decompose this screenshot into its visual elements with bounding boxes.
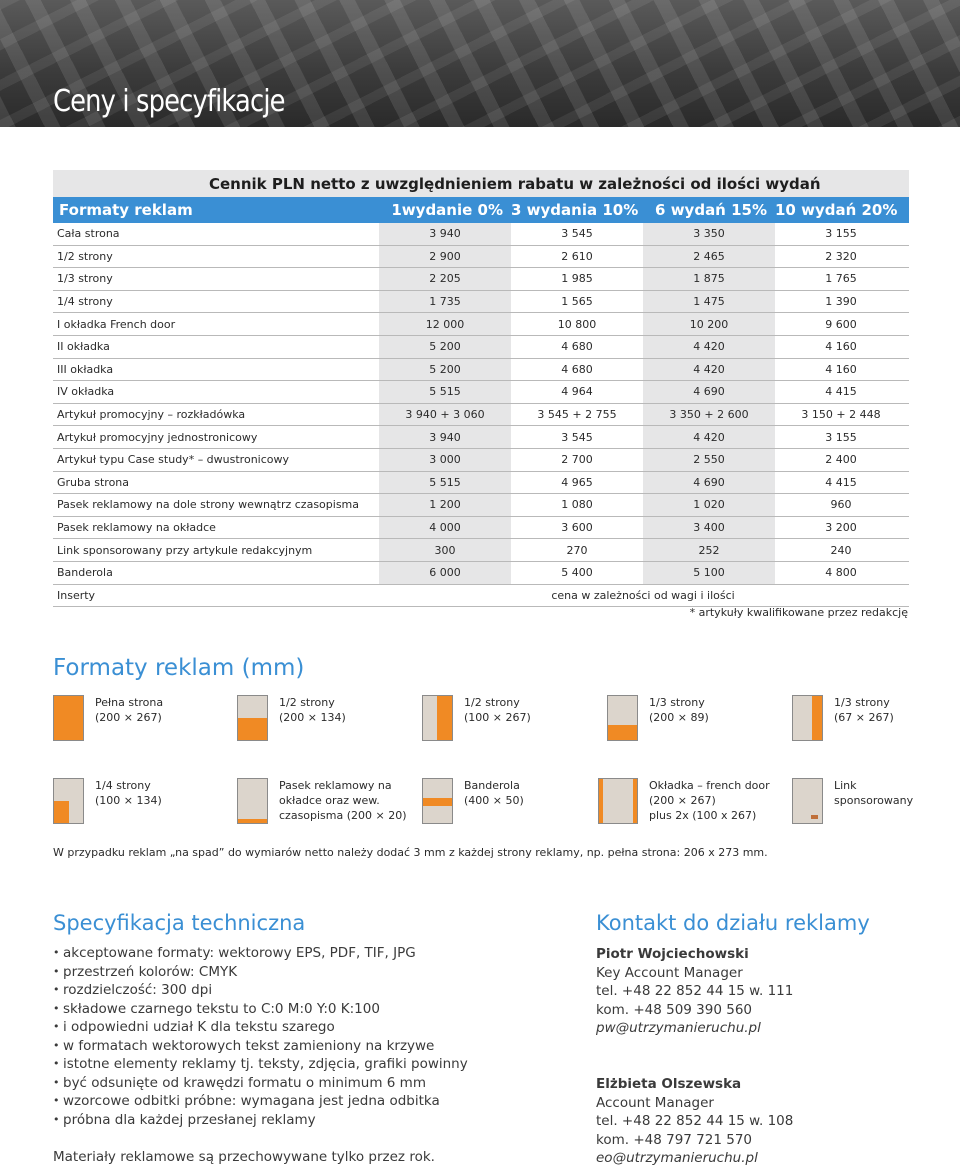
row-label: Cała strona xyxy=(57,227,120,241)
table-header-row xyxy=(53,197,909,223)
price-cell: 10 200 xyxy=(643,313,775,335)
price-cell: 2 700 xyxy=(561,453,593,467)
spec-item: • składowe czarnego tekstu to C:0 M:0 Y:0 K:100 xyxy=(53,1000,468,1019)
price-cell: 2 610 xyxy=(561,249,593,263)
table-row xyxy=(53,268,909,291)
price-cell: 5 100 xyxy=(643,562,775,584)
price-cell: 4 690 xyxy=(643,472,775,494)
price-cell: 4 420 xyxy=(643,336,775,358)
format-link xyxy=(792,778,913,824)
column-header: 3 wydania 10% xyxy=(511,201,639,219)
table-row-inserty xyxy=(53,585,909,608)
strip-icon xyxy=(237,778,268,824)
format-size: (200 × 267) xyxy=(649,794,716,807)
price-cell: 4 965 xyxy=(561,475,593,489)
inserty-value: cena w zależności od wagi i ilości xyxy=(551,588,735,602)
format-strip xyxy=(237,778,407,824)
format-size: (100 × 267) xyxy=(464,711,531,724)
format-size: (100 × 134) xyxy=(95,794,162,807)
formats-title: Formaty reklam (mm) xyxy=(53,655,305,681)
price-cell: 240 xyxy=(830,543,852,557)
bleed-note: W przypadku reklam „na spad” do wymiarów netto należy dodać 3 mm z każdej strony reklamy, np. pełna strona: 206 x 273 mm. xyxy=(53,846,768,859)
contact-name: Piotr Wojciechowski xyxy=(596,946,749,962)
contact-card xyxy=(596,945,793,1038)
table-footnote: * artykuły kwalifikowane przez redakcję xyxy=(689,606,908,619)
price-cell: 1 875 xyxy=(643,268,775,290)
price-cell: 3 545 + 2 755 xyxy=(537,408,617,422)
price-cell: 3 940 xyxy=(379,223,511,245)
price-cell: 3 600 xyxy=(561,521,593,535)
format-label: 1/4 strony xyxy=(95,779,151,792)
row-label: Pasek reklamowy na dole strony wewnątrz czasopisma xyxy=(57,498,360,512)
row-label: I okładka French door xyxy=(57,317,176,331)
format-third-vertical xyxy=(792,695,894,741)
price-cell: 5 400 xyxy=(561,566,593,580)
table-body xyxy=(53,223,909,585)
format-size: czasopisma (200 × 20) xyxy=(279,809,407,822)
format-third-horizontal xyxy=(607,695,709,741)
price-cell: 6 000 xyxy=(379,562,511,584)
price-cell: 2 205 xyxy=(379,268,511,290)
contact-role: Key Account Manager xyxy=(596,964,743,981)
price-cell: 3 545 xyxy=(561,227,593,241)
price-cell: 5 200 xyxy=(379,359,511,381)
price-cell: 252 xyxy=(643,539,775,561)
table-row xyxy=(53,449,909,472)
format-size: (200 × 267) xyxy=(95,711,162,724)
price-cell: 3 150 + 2 448 xyxy=(801,408,881,422)
row-label: IV okładka xyxy=(57,385,115,399)
table-row xyxy=(53,359,909,382)
format-label: 1/3 strony xyxy=(649,696,705,709)
quarter-page-icon xyxy=(53,778,84,824)
price-cell: 10 800 xyxy=(557,317,597,331)
price-cell: 4 420 xyxy=(643,359,775,381)
price-cell: 4 690 xyxy=(643,381,775,403)
price-cell: 4 415 xyxy=(825,385,857,399)
spec-item: • istotne elementy reklamy tj. teksty, zdjęcia, grafiki powinny xyxy=(53,1055,468,1074)
format-label: Pasek reklamowy na xyxy=(279,779,392,792)
third-page-vertical-icon xyxy=(792,695,823,741)
table-row xyxy=(53,246,909,269)
format-size: (67 × 267) xyxy=(834,711,894,724)
spec-item-continued: • i odpowiedni udział K dla tekstu szarego xyxy=(53,1018,468,1037)
spec-item: • akceptowane formaty: wektorowy EPS, PDF, TIF, JPG xyxy=(53,944,468,963)
column-header: 1wydanie 0% xyxy=(391,201,503,219)
price-cell: 2 465 xyxy=(643,246,775,268)
spec-item: • przestrzeń kolorów: CMYK xyxy=(53,963,468,982)
row-label: Inserty xyxy=(57,588,96,602)
contact-phone: tel. +48 22 852 44 15 w. 108 xyxy=(596,1113,794,1129)
price-cell: 9 600 xyxy=(825,317,857,331)
table-row xyxy=(53,291,909,314)
spec-list xyxy=(53,944,468,1129)
price-cell: 2 550 xyxy=(643,449,775,471)
format-size: (200 × 89) xyxy=(649,711,709,724)
row-label: Gruba strona xyxy=(57,475,130,489)
row-label: 1/3 strony xyxy=(57,272,113,286)
half-page-horizontal-icon xyxy=(237,695,268,741)
table-row xyxy=(53,517,909,540)
contact-phone: tel. +48 22 852 44 15 w. 111 xyxy=(596,983,794,999)
contact-email[interactable]: eo@utrzymanieruchu.pl xyxy=(596,1150,758,1166)
format-full-page xyxy=(53,695,163,741)
full-page-icon xyxy=(53,695,84,741)
contact-mobile: kom. +48 797 721 570 xyxy=(596,1131,752,1148)
spec-item: • rozdzielczość: 300 dpi xyxy=(53,981,468,1000)
price-cell: 3 155 xyxy=(825,430,857,444)
contact-title: Kontakt do działu reklamy xyxy=(596,911,870,935)
row-label: Artykuł typu Case study* – dwustronicowy xyxy=(57,453,290,467)
price-cell: 1 200 xyxy=(379,494,511,516)
price-cell: 5 515 xyxy=(379,381,511,403)
row-label: Artykuł promocyjny jednostronicowy xyxy=(57,430,258,444)
price-cell: 5 515 xyxy=(379,472,511,494)
format-label: Link xyxy=(834,779,857,792)
format-half-horizontal xyxy=(237,695,346,741)
link-icon xyxy=(792,778,823,824)
format-label: 1/2 strony xyxy=(464,696,520,709)
row-label: 1/2 strony xyxy=(57,249,113,263)
spec-item: • w formatach wektorowych tekst zamieniony na krzywe xyxy=(53,1037,468,1056)
price-cell: 960 xyxy=(830,498,852,512)
price-table xyxy=(53,170,909,607)
row-label: Pasek reklamowy na okładce xyxy=(57,521,216,535)
format-quarter xyxy=(53,778,162,824)
page-title: Ceny i specyfikacje xyxy=(53,84,285,119)
price-cell: 12 000 xyxy=(379,313,511,335)
format-size: (400 × 50) xyxy=(464,794,524,807)
price-cell: 3 400 xyxy=(643,517,775,539)
column-header: Formaty reklam xyxy=(59,201,193,219)
price-cell: 1 735 xyxy=(379,291,511,313)
format-size: plus 2x (100 x 267) xyxy=(649,809,757,822)
price-cell: 3 350 xyxy=(643,223,775,245)
banderola-icon xyxy=(422,778,453,824)
price-cell: 300 xyxy=(379,539,511,561)
format-half-vertical xyxy=(422,695,531,741)
table-row xyxy=(53,381,909,404)
row-label: Banderola xyxy=(57,566,113,580)
half-page-vertical-icon xyxy=(422,695,453,741)
price-cell: 4 800 xyxy=(825,566,857,580)
price-cell: 1 390 xyxy=(825,295,857,309)
format-banderola xyxy=(422,778,524,824)
table-row xyxy=(53,404,909,427)
price-cell: 3 940 xyxy=(379,426,511,448)
price-cell: 4 160 xyxy=(825,362,857,376)
price-cell: 1 475 xyxy=(643,291,775,313)
row-label: II okładka xyxy=(57,340,110,354)
format-size: (200 × 134) xyxy=(279,711,346,724)
format-label: Banderola xyxy=(464,779,520,792)
column-header: 6 wydań 15% xyxy=(655,201,767,219)
row-label: Link sponsorowany przy artykule redakcyjnym xyxy=(57,543,313,557)
format-label: okładce oraz wew. xyxy=(279,794,380,807)
contact-role: Account Manager xyxy=(596,1094,714,1111)
price-cell: 4 000 xyxy=(379,517,511,539)
table-caption: Cennik PLN netto z uwzględnieniem rabatu w zależności od ilości wydań xyxy=(53,170,909,197)
header-banner xyxy=(0,0,960,127)
table-row xyxy=(53,223,909,246)
price-cell: 3 350 + 2 600 xyxy=(643,404,775,426)
price-cell: 2 400 xyxy=(825,453,857,467)
price-cell: 3 545 xyxy=(561,430,593,444)
price-cell: 1 985 xyxy=(561,272,593,286)
table-row xyxy=(53,472,909,495)
column-header: 10 wydań 20% xyxy=(775,201,898,219)
price-cell: 5 200 xyxy=(379,336,511,358)
contact-email[interactable]: pw@utrzymanieruchu.pl xyxy=(596,1020,761,1036)
french-door-icon xyxy=(598,778,638,824)
row-label: 1/4 strony xyxy=(57,295,113,309)
format-label: 1/3 strony xyxy=(834,696,890,709)
row-label: III okładka xyxy=(57,362,114,376)
spec-item-continued: • próbna dla każdej przesłanej reklamy xyxy=(53,1111,468,1130)
price-cell: 4 680 xyxy=(561,362,593,376)
format-label: sponsorowany xyxy=(834,794,914,807)
spec-title: Specyfikacja techniczna xyxy=(53,911,306,935)
spec-item: • wzorcowe odbitki próbne: wymagana jest jedna odbitka xyxy=(53,1092,468,1111)
table-row xyxy=(53,562,909,585)
table-row xyxy=(53,539,909,562)
price-cell: 2 900 xyxy=(379,246,511,268)
table-row xyxy=(53,336,909,359)
price-cell: 4 160 xyxy=(825,340,857,354)
price-cell: 270 xyxy=(566,543,588,557)
format-label: Okładka – french door xyxy=(649,779,770,792)
format-french-door xyxy=(598,778,770,824)
row-label: Artykuł promocyjny – rozkładówka xyxy=(57,408,246,422)
spec-footer: Materiały reklamowe są przechowywane tylko przez rok. xyxy=(53,1149,435,1165)
price-cell: 1 080 xyxy=(561,498,593,512)
third-page-horizontal-icon xyxy=(607,695,638,741)
price-cell: 3 000 xyxy=(379,449,511,471)
spec-item-continued: • być odsunięte od krawędzi formatu o minimum 6 mm xyxy=(53,1074,468,1093)
price-cell: 4 420 xyxy=(643,426,775,448)
contact-card xyxy=(596,1075,793,1168)
price-cell: 1 565 xyxy=(561,295,593,309)
price-cell: 3 200 xyxy=(825,521,857,535)
price-cell: 3 155 xyxy=(825,227,857,241)
price-cell: 4 964 xyxy=(561,385,593,399)
price-cell: 2 320 xyxy=(825,249,857,263)
price-cell: 4 680 xyxy=(561,340,593,354)
table-row xyxy=(53,494,909,517)
price-cell: 3 940 + 3 060 xyxy=(379,404,511,426)
table-row xyxy=(53,313,909,336)
contact-mobile: kom. +48 509 390 560 xyxy=(596,1001,752,1018)
format-label: Pełna strona xyxy=(95,696,164,709)
price-cell: 1 765 xyxy=(825,272,857,286)
contact-name: Elżbieta Olszewska xyxy=(596,1076,742,1092)
table-row xyxy=(53,426,909,449)
price-cell: 4 415 xyxy=(825,475,857,489)
price-cell: 1 020 xyxy=(643,494,775,516)
format-label: 1/2 strony xyxy=(279,696,335,709)
